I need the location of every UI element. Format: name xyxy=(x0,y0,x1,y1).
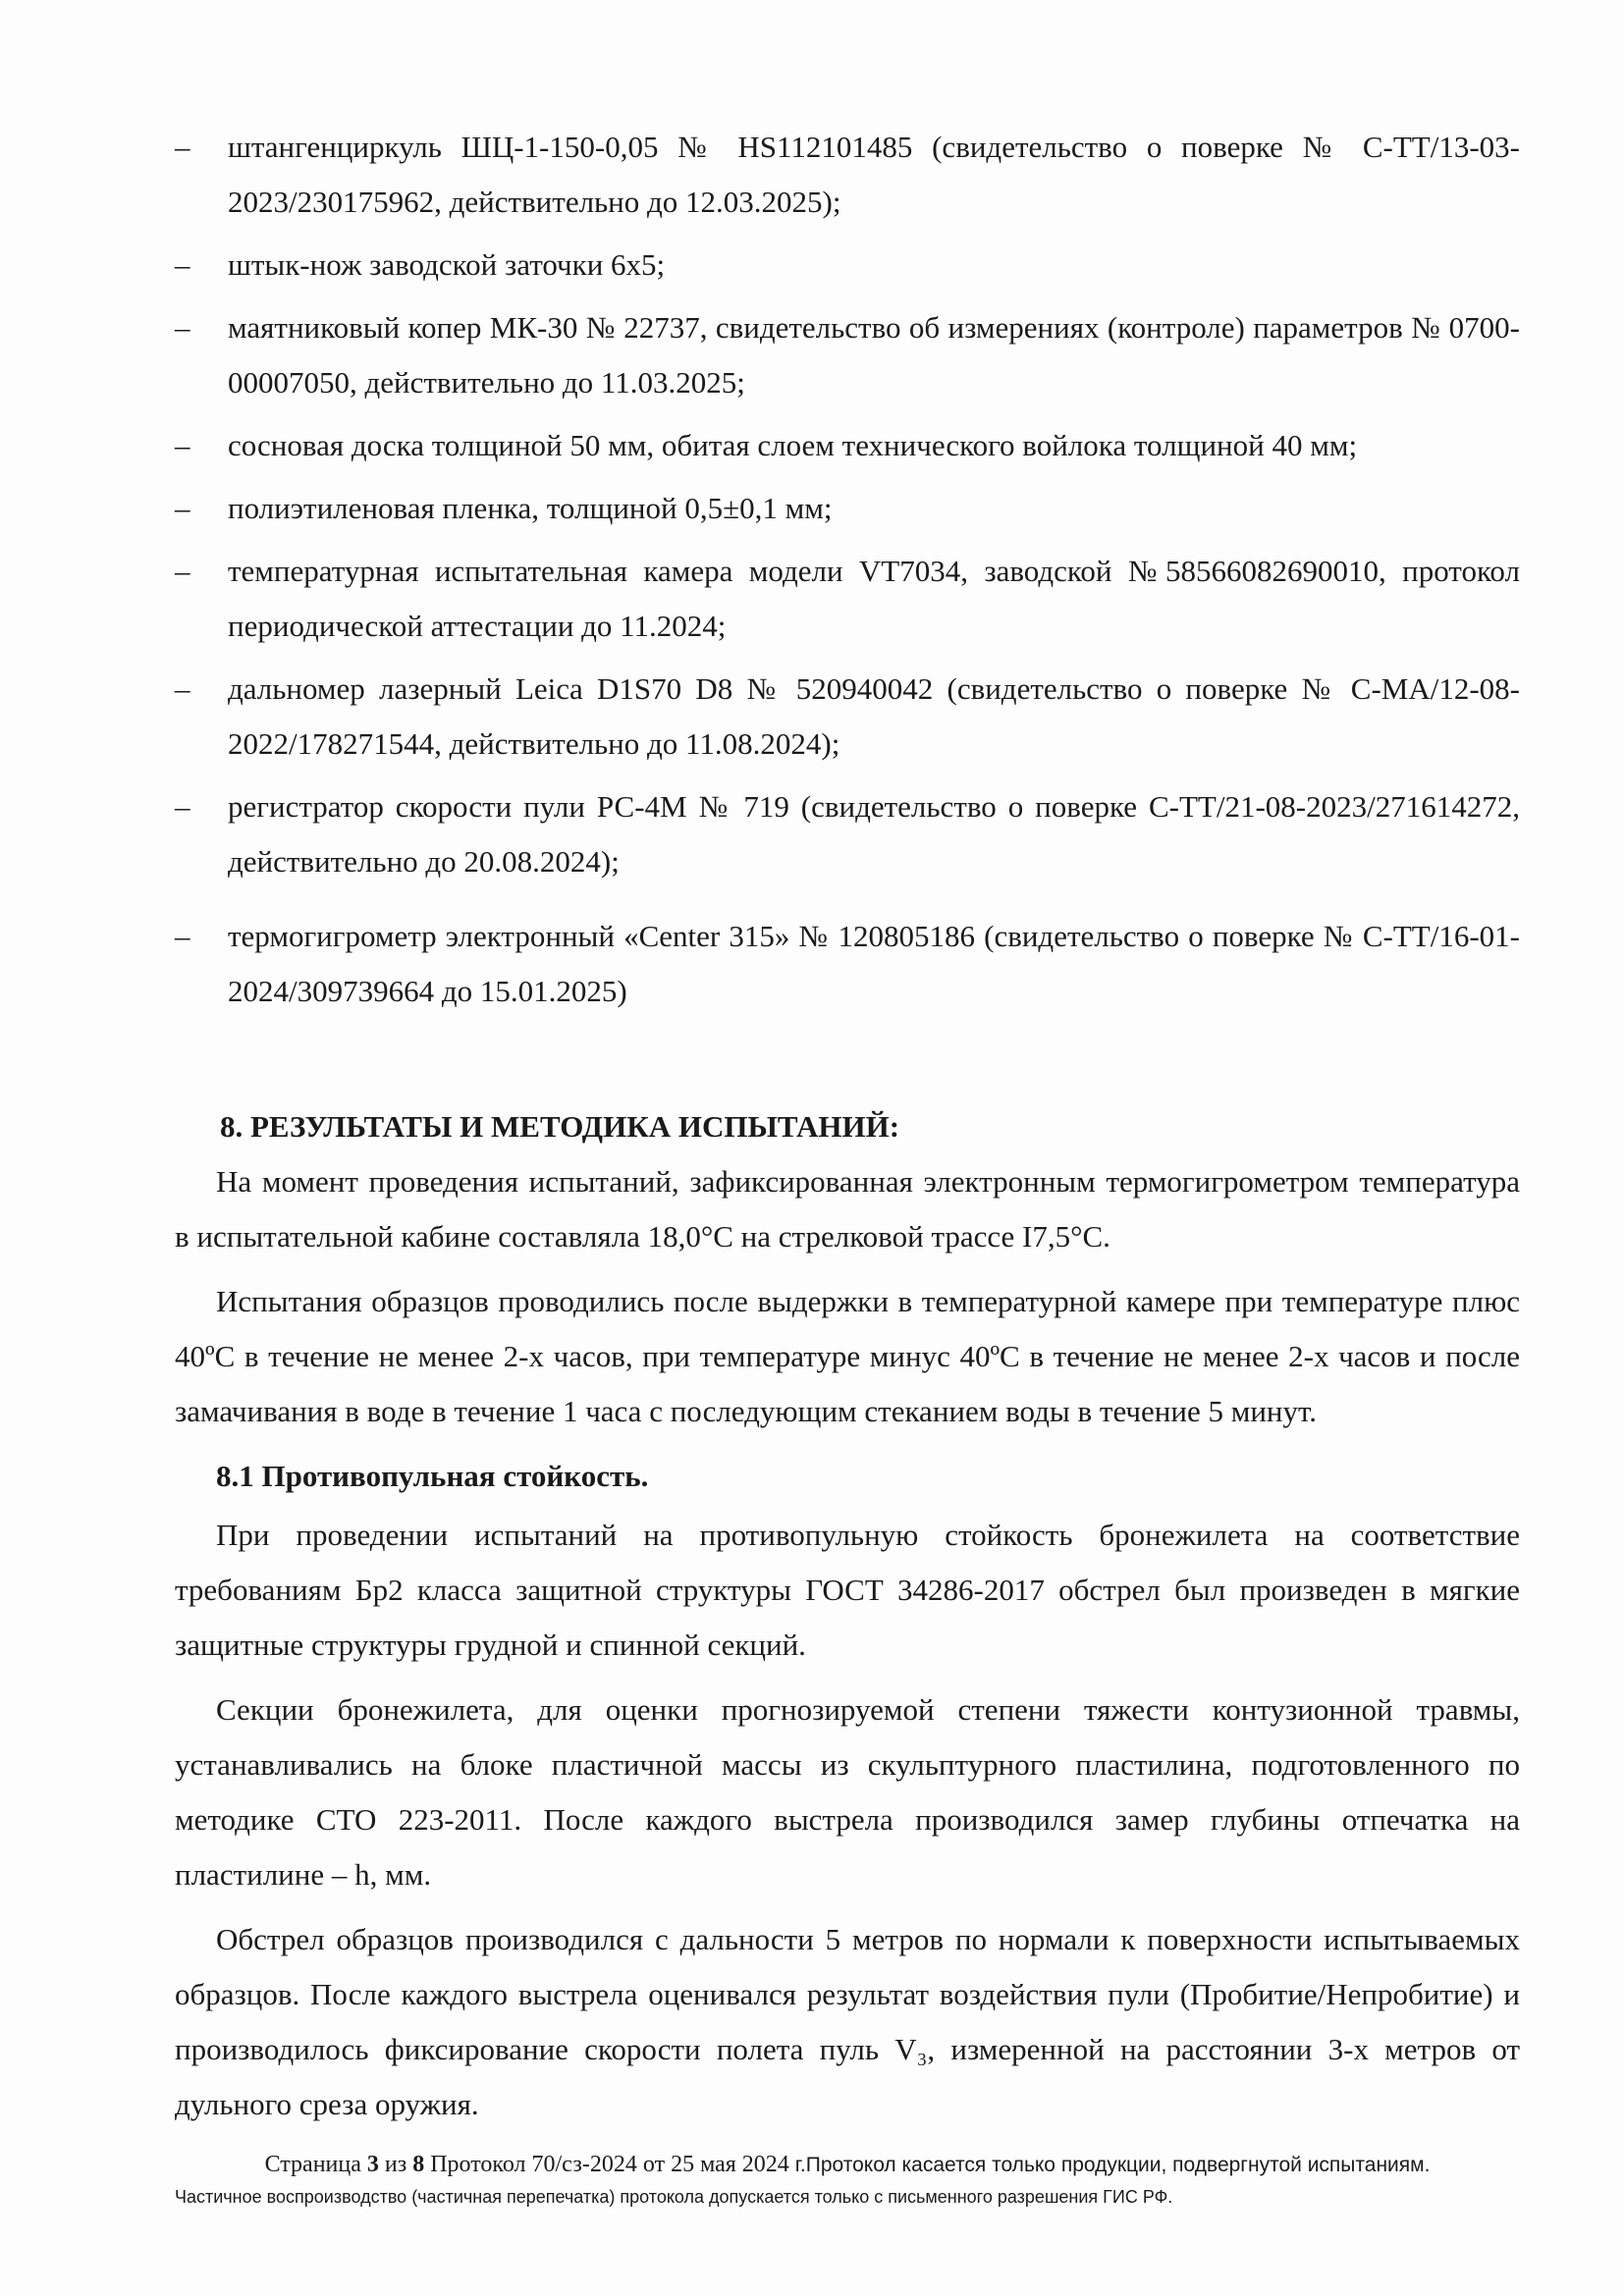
equipment-list xyxy=(175,120,1520,1019)
page-prefix: Страница xyxy=(264,2152,367,2177)
page-of: из xyxy=(378,2152,413,2177)
list-dash: – xyxy=(175,428,190,462)
paragraph: Обстрел образцов производился с дальности 5 метров по нормали к поверхности испытываемых образцов. После каждого выстрела оценивался результат воздействия пули (Пробитие/Непробитие) и производилось фиксирование скорости полета пуль V₃, измеренной на расстоянии 3-х метров от дульного среза оружия. xyxy=(175,1922,1520,2121)
list-item-text: регистратор скорости пули РС-4М № 719 (свидетельство о поверке С-ТТ/21-08-2023/271614272, действительно до 20.08.2024); xyxy=(228,789,1520,879)
page-footer xyxy=(175,2148,1520,2212)
list-item-text: штык-нож заводской заточки 6х5; xyxy=(228,247,666,282)
footer-page-info xyxy=(175,2148,1520,2182)
list-item-text: маятниковый копер МК-30 № 22737, свидетельство об измерениях (контроле) параметров № 0700-00007050, действительно до 11.03.2025; xyxy=(228,310,1520,400)
list-dash: – xyxy=(175,671,190,706)
footer-reproduction-note: Частичное воспроизводство (частичная перепечатка) протокола допускается только с письменного разрешения ГИС РФ. xyxy=(175,2187,1173,2207)
section-title: 8. РЕЗУЛЬТАТЫ И МЕТОДИКА ИСПЫТАНИЙ: xyxy=(220,1109,900,1144)
list-item-text: температурная испытательная камера модели VT7034, заводской №58566082690010, протокол периодической аттестации до 11.2024; xyxy=(228,554,1520,643)
paragraph: На момент проведения испытаний, зафиксированная электронным термогигрометром температура в испытательной кабине составляла 18,0°С на стрелковой трассе I7,5°С. xyxy=(175,1164,1520,1254)
list-item xyxy=(175,909,1520,1019)
list-item-text: термогигрометр электронный «Center 315» № 120805186 (свидетельство о поверке № С-ТТ/16-01-2024/309739664 до 15.01.2025) xyxy=(228,919,1520,1008)
paragraph: Испытания образцов проводились после выдержки в температурной камере при температуре плюс 40ºС в течение не менее 2-х часов, при температуре минус 40ºС в течение не менее 2-х часов и после замачивания в воде в течение 1 часа с последующим стеканием воды в течение 5 минут. xyxy=(175,1284,1520,1428)
list-dash: – xyxy=(175,919,190,953)
list-item-text: дальномер лазерный Leica D1S70 D8 № 520940042 (свидетельство о поверке № С-МА/12-08-2022/178271544, действительно до 11.08.2024); xyxy=(228,671,1520,761)
list-dash: – xyxy=(175,310,190,345)
list-dash: – xyxy=(175,491,190,525)
page-total: 8 xyxy=(412,2152,425,2177)
page-current: 3 xyxy=(366,2152,379,2177)
list-item-text: полиэтиленовая пленка, толщиной 0,5±0,1 мм; xyxy=(228,491,833,525)
subsection-title: 8.1 Противопульная стойкость. xyxy=(216,1459,649,1493)
list-dash: – xyxy=(175,554,190,588)
list-item xyxy=(175,779,1520,889)
list-dash: – xyxy=(175,247,190,282)
list-dash: – xyxy=(175,789,190,824)
list-item xyxy=(175,238,1520,293)
protocol-note: г.Протокол касается только продукции, подвергнутой испытаниям. xyxy=(794,2154,1431,2176)
paragraph: Секции бронежилета, для оценки прогнозируемой степени тяжести контузионной травмы, устанавливались на блоке пластичной массы из скульптурного пластилина, подготовленного по методике СТО 223-2011. После каждого выстрела производился замер глубины отпечатка на пластилине – h, мм. xyxy=(175,1692,1520,1892)
list-dash: – xyxy=(175,130,190,164)
list-item xyxy=(175,662,1520,772)
document-body xyxy=(175,120,1520,2142)
list-item-text: сосновая доска толщиной 50 мм, обитая слоем технического войлока толщиной 40 мм; xyxy=(228,428,1358,462)
list-item-text: штангенциркуль ШЦ-1-150-0,05 № HS112101485 (свидетельство о поверке № С-ТТ/13-03-2023/230175962, действительно до 12.03.2025); xyxy=(228,130,1520,219)
protocol-text: Протокол 70/сз-2024 от 25 мая 2024 xyxy=(424,2152,795,2177)
list-item xyxy=(175,300,1520,410)
list-item xyxy=(175,120,1520,230)
paragraph: При проведении испытаний на противопульную стойкость бронежилета на соответствие требованиям Бр2 класса защитной структуры ГОСТ 34286-2017 обстрел был произведен в мягкие защитные структуры грудной и спинной секций. xyxy=(175,1518,1520,1662)
list-item xyxy=(175,481,1520,536)
list-item xyxy=(175,418,1520,473)
list-item xyxy=(175,544,1520,654)
